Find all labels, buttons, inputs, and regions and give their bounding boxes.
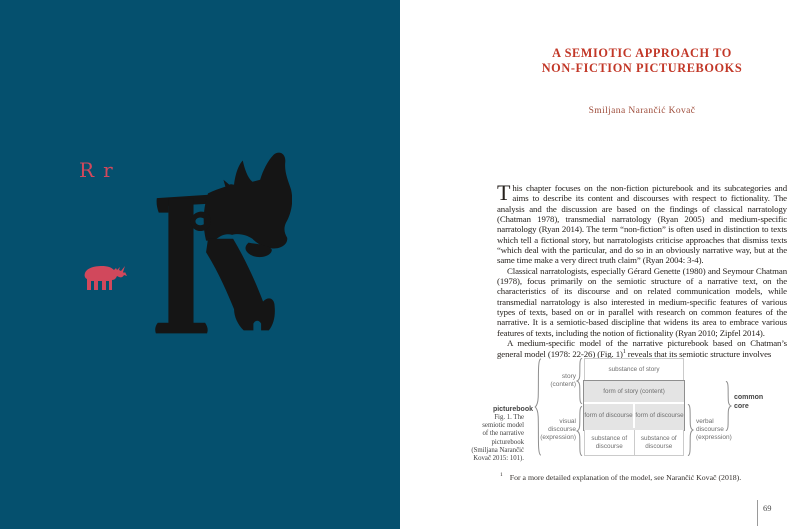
label-verbal-discourse: verbal discourse (expression) (696, 418, 732, 441)
paragraph-3 (497, 338, 787, 359)
chapter-title-line1: A SEMIOTIC APPROACH TO (552, 46, 732, 60)
cell-substance-of-story: substance of story (584, 358, 684, 381)
decorative-rhino-letter-r-icon (152, 149, 292, 340)
label-picturebook: picturebook (492, 406, 533, 413)
caption-line: Fig. 1. The (494, 414, 524, 421)
uppercase-letter: R (79, 158, 95, 182)
small-rhino-icon (83, 264, 127, 292)
semiotic-model-table (584, 358, 684, 456)
page-number: 69 (763, 503, 772, 513)
paragraph-2: Classical narratologists, especially Gérard Genette (1980) and Seymour Chatman (1978), focus primarily on the semiotic structure of a narrative text, on the characteristics of its discourse and on related communication models, while transmedial narratology is also interested in medium-specific features of various types of texts, based on or in parallel with research on common features of the narrative. It is a semiotic-based discipline that widens its area to embrace various features of texts, including the notion of fictionality (Ryan 2010; Zipfel 2014). (497, 265, 787, 338)
caption-line: of the narrative (482, 430, 524, 438)
author-name: Smiljana Narančić Kovač (588, 106, 696, 116)
label-common-core: common core (734, 394, 764, 410)
chapter-title (497, 46, 787, 75)
paragraph-1-text: his chapter focuses on the non-fiction picturebook and its subcategories and aims to describe its content and discourses with respect to fictionality. The analysis and the discussion are based on the findings of classical narratology (Chatman 1978), transmedial narratology (Ryan 2005) and medium-specific narratology (Ryan 2014). The term “non-fiction” is often used in distinction to texts which tell a fictional story, but narratologists criticise approaches that dismiss texts “which deal with the particular, and do so in an obviously narrative way, but at the same time make a very direct truth claim” (Ryan 2004: 3-4). (497, 183, 787, 266)
drop-cap: T (497, 180, 511, 205)
caption-line: (Smiljana Narančić (471, 446, 524, 454)
chapter-title-line2: NON-FICTION PICTUREBOOKS (541, 60, 743, 75)
page-number-rule (757, 500, 758, 526)
letter-pair-heading (79, 158, 113, 182)
paragraph-1 (497, 180, 787, 266)
body-text (497, 180, 787, 359)
common-core-box (583, 380, 685, 431)
label-story-content: story (content) (550, 373, 576, 388)
footnote-reference-marker: 1 (622, 348, 626, 355)
figure-1 (440, 357, 796, 469)
label-visual-discourse: visual discourse (expression) (540, 418, 576, 441)
footnote (500, 472, 790, 482)
cell-substance-of-discourse-verbal: substance of discourse (640, 435, 677, 450)
lowercase-letter: r (103, 158, 113, 182)
right-page (400, 0, 800, 529)
cell-form-of-discourse-verbal: form of discourse (635, 412, 684, 420)
footnote-text: For a more detailed explanation of the model, see Narančić Kovač (2018). (509, 472, 742, 482)
cell-substance-of-discourse-visual: substance of discourse (591, 435, 628, 450)
caption-line: Kovač 2015: 101). (473, 455, 524, 463)
brace-story-icon (576, 358, 583, 404)
paragraph-3-text: A medium-specific model of the narrative picturebook based on Chatman’s general model (1978: 22-26) (Fig. 1) (497, 338, 787, 359)
paragraph-3-continued: reveals that its semiotic structure involves (625, 348, 772, 359)
caption-line: picturebook (491, 438, 524, 446)
caption-line: semiotic model (482, 422, 524, 430)
figure-caption (440, 414, 524, 463)
footnote-marker: 1 (500, 472, 503, 478)
brace-verbal-discourse-icon (687, 404, 694, 456)
cell-form-of-discourse-visual: form of discourse (584, 412, 633, 420)
brace-visual-discourse-icon (576, 406, 583, 456)
cell-form-of-story: form of story (content) (584, 381, 684, 404)
